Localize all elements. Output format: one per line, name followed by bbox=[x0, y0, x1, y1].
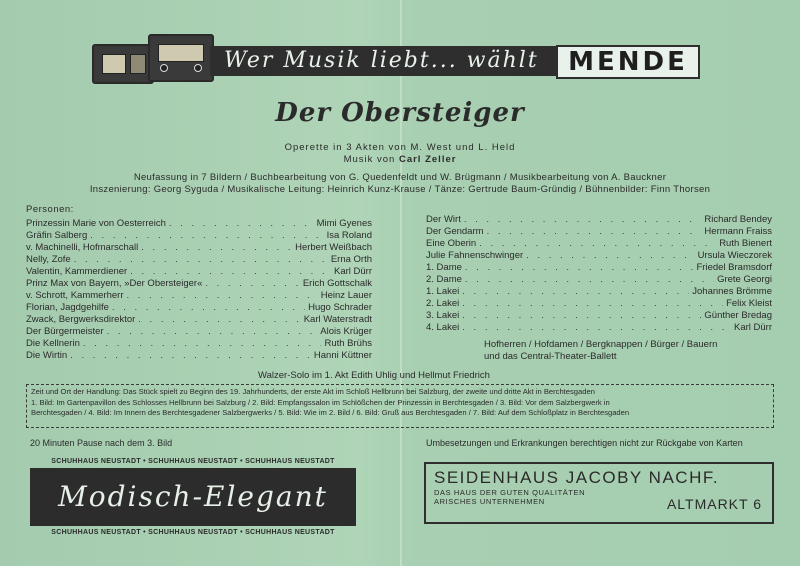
leader-dots bbox=[465, 262, 694, 273]
silk-house-line-2: ARISCHES UNTERNEHMEN bbox=[434, 497, 545, 506]
music-credit bbox=[0, 154, 800, 165]
mende-banner bbox=[210, 46, 700, 76]
leader-dots bbox=[74, 254, 328, 265]
leader-dots bbox=[464, 214, 702, 225]
cast-row bbox=[426, 322, 772, 334]
credits-line-2: Inszenierung: Georg Syguda / Musikalische Leitung: Heinrich Kunz-Krause / Tänze: Gertrude Baum-Gründig / Bühnenbilder: Finn Thorsen bbox=[89, 184, 711, 195]
cast-role: Der Bürgermeister bbox=[26, 326, 104, 337]
cast-row bbox=[26, 242, 372, 254]
mende-slogan: Wer Musik liebt... wählt bbox=[224, 48, 539, 73]
cast-actor: Hugo Schrader bbox=[308, 302, 372, 313]
leader-dots bbox=[107, 326, 318, 337]
leader-dots bbox=[462, 322, 731, 333]
cast-role: Die Kellnerin bbox=[26, 338, 80, 349]
cast-row bbox=[426, 226, 772, 238]
cast-actor: Günther Bredag bbox=[704, 310, 772, 321]
leader-dots bbox=[70, 350, 311, 361]
waltz-solo: Walzer-Solo im 1. Akt Edith Uhlig und Hellmut Friedrich bbox=[258, 370, 490, 381]
cast-actor: Erna Orth bbox=[330, 254, 372, 265]
cast-actor: Karl Dürr bbox=[333, 266, 372, 277]
cast-role: Der Wirt bbox=[426, 214, 461, 225]
leader-dots bbox=[83, 338, 322, 349]
cast-role: 4. Lakei bbox=[426, 322, 460, 333]
leader-dots bbox=[462, 286, 689, 297]
silk-house-ad bbox=[424, 462, 774, 524]
cast-actor: Isa Roland bbox=[326, 230, 372, 241]
leader-dots bbox=[127, 290, 318, 301]
cast-role: Prinz Max von Bayern, »Der Obersteiger« bbox=[26, 278, 203, 289]
cast-row bbox=[26, 326, 372, 338]
cast-role: Julie Fahnenschwinger bbox=[426, 250, 524, 261]
pause-note: 20 Minuten Pause nach dem 3. Bild bbox=[30, 438, 173, 448]
leader-dots bbox=[141, 242, 292, 253]
shoe-shop-strip-bottom: SCHUHHAUS NEUSTADT • SCHUHHAUS NEUSTADT • SCHUHHAUS NEUSTADT bbox=[51, 529, 335, 536]
leader-dots bbox=[526, 250, 694, 261]
shoe-shop-ad bbox=[26, 458, 360, 548]
cast-actor: Karl Dürr bbox=[733, 322, 772, 333]
operetta-subtitle: Operette in 3 Akten von M. West und L. Held bbox=[284, 142, 516, 153]
leader-dots bbox=[462, 310, 701, 321]
cast-row bbox=[426, 274, 772, 286]
leader-dots bbox=[479, 238, 716, 249]
shoe-shop-logo: Modisch-Elegant bbox=[30, 468, 356, 526]
cast-actor: Richard Bendey bbox=[704, 214, 772, 225]
setting-line-2: 1. Bild: Im Gartenpavillon des Schlosses Hellbrunn bei Salzburg / 2. Bild: Empfangssalon im Schlößchen der Prinzessin in Berchtesgaden / 3. Bild: Vor dem Salzbergwerk in bbox=[31, 397, 610, 407]
cast-actor: Johannes Brömme bbox=[692, 286, 772, 297]
cast-row bbox=[426, 310, 772, 322]
cast-row bbox=[26, 254, 372, 266]
change-note: Umbesetzungen und Erkrankungen berechtigen nicht zur Rückgabe von Karten bbox=[426, 438, 743, 448]
cast-actor: Felix Kleist bbox=[726, 298, 772, 309]
cast-actor: Ruth Bienert bbox=[719, 238, 772, 249]
cast-actor: Heinz Lauer bbox=[320, 290, 372, 301]
cast-role: 1. Lakei bbox=[426, 286, 460, 297]
cast-row bbox=[26, 266, 372, 278]
ensemble-line-2: und das Central-Theater-Ballett bbox=[484, 351, 617, 362]
cast-row bbox=[426, 286, 772, 298]
leader-dots bbox=[90, 230, 323, 241]
cast-role: Nelly, Zofe bbox=[26, 254, 71, 265]
cast-actor: Herbert Weißbach bbox=[295, 242, 372, 253]
cast-actor: Ruth Brühs bbox=[324, 338, 372, 349]
cast-actor: Grete Georgi bbox=[717, 274, 772, 285]
cast-role: Der Gendarm bbox=[426, 226, 484, 237]
page-fold bbox=[400, 0, 402, 566]
cast-actor: Karl Waterstradt bbox=[303, 314, 372, 325]
mende-brand: MENDE bbox=[556, 45, 700, 79]
cast-role: Valentin, Kammerdiener bbox=[26, 266, 128, 277]
cast-actor: Mimi Gyenes bbox=[316, 218, 372, 229]
leader-dots bbox=[130, 266, 331, 277]
cast-row bbox=[426, 214, 772, 226]
cast-role: 1. Dame bbox=[426, 262, 462, 273]
cast-row bbox=[26, 302, 372, 314]
cast-row bbox=[26, 218, 372, 230]
cast-role: 3. Lakei bbox=[426, 310, 460, 321]
radio-illustration-right bbox=[148, 34, 214, 82]
cast-actor: Hanni Küttner bbox=[313, 350, 372, 361]
setting-box bbox=[26, 384, 774, 428]
leader-dots bbox=[138, 314, 300, 325]
cast-role: Zwack, Bergwerksdirektor bbox=[26, 314, 136, 325]
cast-role: 2. Dame bbox=[426, 274, 462, 285]
credits-line-1: Neufassung in 7 Bildern / Buchbearbeitung von G. Quedenfeldt und W. Brügmann / Musikbearbeitung von A. Bauckner bbox=[133, 172, 667, 183]
cast-role: Florian, Jagdgehilfe bbox=[26, 302, 109, 313]
cast-actor: Ursula Wieczorek bbox=[697, 250, 772, 261]
cast-actor: Friedel Bramsdorf bbox=[696, 262, 772, 273]
cast-role: v. Schrott, Kammerherr bbox=[26, 290, 124, 301]
cast-role: v. Machinelli, Hofmarschall bbox=[26, 242, 139, 253]
cast-row bbox=[26, 230, 372, 242]
cast-role: Die Wirtin bbox=[26, 350, 68, 361]
shoe-shop-strip-top: SCHUHHAUS NEUSTADT • SCHUHHAUS NEUSTADT • SCHUHHAUS NEUSTADT bbox=[51, 458, 335, 465]
cast-row bbox=[426, 250, 772, 262]
cast-role: Gräfin Salberg bbox=[26, 230, 88, 241]
leader-dots bbox=[462, 298, 723, 309]
cast-row bbox=[426, 238, 772, 250]
composer-name: Carl Zeller bbox=[398, 154, 457, 165]
leader-dots bbox=[169, 218, 314, 229]
cast-row bbox=[26, 338, 372, 350]
cast-role: Eine Oberin bbox=[426, 238, 477, 249]
leader-dots bbox=[205, 278, 299, 289]
cast-row bbox=[26, 290, 372, 302]
silk-house-name: SEIDENHAUS JACOBY NACHF. bbox=[434, 468, 720, 487]
cast-actor: Erich Gottschalk bbox=[302, 278, 372, 289]
cast-row bbox=[426, 262, 772, 274]
setting-line-3: Berchtesgaden / 4. Bild: Im Innern des Berchtesgadener Salzbergwerks / 5. Bild: Wie im 2. Bild / 6. Bild: Gruß aus Berchtesgaden / 7. Bild: Auf dem Schloßplatz in Berchtesgaden bbox=[31, 408, 630, 417]
music-prefix: Musik von bbox=[343, 154, 396, 165]
cast-role: 2. Lakei bbox=[426, 298, 460, 309]
setting-line-1: Zeit und Ort der Handlung: Das Stück spielt zu Beginn des 19. Jahrhunderts, der erste Akt im Schloß Hellbrunn bei Salzburg, der zweite und dritte Akt in Berchtesgaden bbox=[31, 387, 595, 396]
cast-actor: Hermann Fraiss bbox=[704, 226, 772, 237]
ensemble-line-1: Hofherren / Hofdamen / Bergknappen / Bürger / Bauern bbox=[484, 339, 718, 350]
cast-row bbox=[426, 298, 772, 310]
leader-dots bbox=[487, 226, 702, 237]
cast-row bbox=[26, 350, 372, 362]
cast-list-left bbox=[26, 218, 372, 362]
radio-illustration-left bbox=[92, 44, 154, 84]
silk-house-address: ALTMARKT 6 bbox=[666, 496, 762, 512]
cast-actor: Alois Krüger bbox=[320, 326, 372, 337]
silk-house-slogan: DAS HAUS DER GUTEN QUALITÄTEN bbox=[434, 488, 586, 497]
leader-dots bbox=[112, 302, 305, 313]
cast-list-right bbox=[426, 214, 772, 334]
cast-role: Prinzessin Marie von Oesterreich bbox=[26, 218, 166, 229]
cast-row bbox=[26, 278, 372, 290]
leader-dots bbox=[465, 274, 714, 285]
cast-heading: Personen: bbox=[26, 204, 74, 215]
cast-row bbox=[26, 314, 372, 326]
operetta-title: Der Obersteiger bbox=[275, 98, 525, 128]
